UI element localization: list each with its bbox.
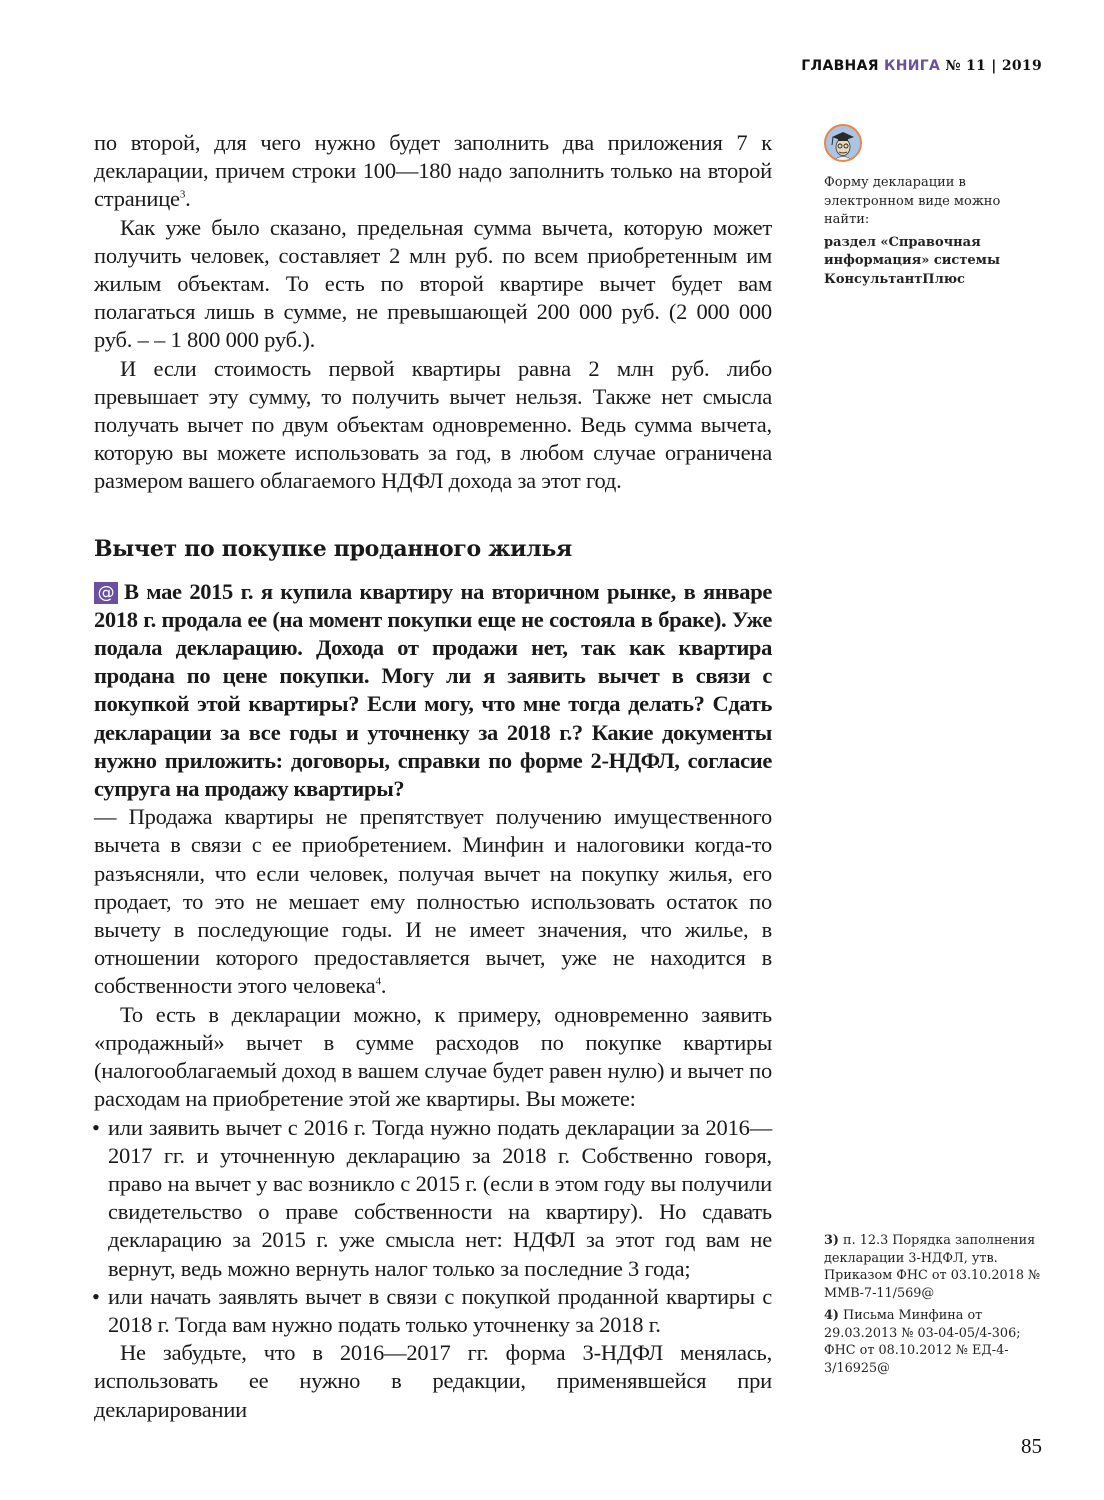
list-item: • или начать заявлять вычет в связи с покупкой проданной квартиры с 2018 г. Тогда вам нужно подать только уточненку за 2018 г. — [94, 1283, 772, 1339]
paragraph: То есть в декларации можно, к примеру, одновременно заявить «продажный» вычет в сумме расходов по покупке квартиры (налогооблагаемый доход в вашем случае будет равен нулю) и вычет по расходам на приобретение этой же квартиры. Вы можете: — [94, 1001, 772, 1112]
sidebar-note-source: раздел «Справочная информация» системы КонсультантПлюс — [824, 234, 1000, 287]
page-number: 85 — [1021, 1434, 1042, 1458]
section-heading: Вычет по покупке проданного жилья — [94, 535, 572, 562]
professor-avatar-icon — [824, 124, 862, 162]
paragraph: Не забудьте, что в 2016—2017 гг. форма 3-НДФЛ менялась, использовать ее нужно в редакции, применявшейся при декларировании — [94, 1340, 772, 1422]
footnote-3: 3) п. 12.3 Порядка заполнения декларации 3-НДФЛ, утв. Приказом ФНС от 03.10.2018 № ММВ-7-11/569@ — [824, 1233, 1041, 1301]
footnote-4: 4) Письма Минфина от 29.03.2013 № 03-04-05/4-306; ФНС от 08.10.2012 № ЕД-4-3/16925@ — [824, 1308, 1021, 1376]
running-head — [801, 58, 1042, 74]
footnote-ref[interactable]: 4 — [375, 975, 381, 988]
list-item: • или заявить вычет с 2016 г. Тогда нужно подать декларации за 2016—2017 гг. и уточненную декларацию за 2018 г. Собственно говоря, право на вычет у вас возникло с 2015 г. (если в этом году вы получили свидетельство о праве собственности на квартиру). Но сдавать декларацию за 2015 г. уже смысла нет: НДФЛ за этот год вам не вернут, ведь можно вернуть налог только за последние 3 года; — [94, 1114, 772, 1283]
main-column — [94, 129, 772, 1424]
sidebar-note — [824, 124, 1044, 289]
footnote-ref[interactable]: 3 — [179, 188, 186, 201]
reader-question: @ В мае 2015 г. я купила квартиру на вторичном рынке, в январе 2018 г. продала ее (на момент покупки еще не состояла в браке). Уже подала декларацию. Дохода от продажи нет, так как квартира продана по цене покупки. Могу ли я заявить вычет в связи с покупкой этой квартиры? Если могу, что мне тогда делать? Сдать декларации за все годы и уточненку за 2018 г.? Какие документы нужно приложить: договоры, справки по форме 2-НДФЛ, согласие супруга на продажу квартиры? — [94, 578, 772, 802]
email-at-icon: @ — [94, 582, 118, 604]
magazine-title-part2: КНИГА — [883, 58, 941, 74]
paragraph: Как уже было сказано, предельная сумма вычета, которую может получить человек, составляет 2 млн руб. по всем приобретенным им жилым объектам. То есть по второй квартире вычет будет вам полагаться лишь в сумме, не превышающей 200 000 руб. (2 000 000 руб. – – 1 800 000 руб.). — [94, 214, 772, 353]
answer-paragraph: — Продажа квартиры не препятствует получению имущественного вычета в связи с ее приобретением. Минфин и налоговики когда-то разъясняли, что если человек, получая вычет на покупку жилья, его продает, то это не мешает ему полностью использовать остаток по вычету в последующие годы. И не имеет значения, что жилье, в отношении которого предоставляется вычет, уже не находится в собственности этого человека$^4$. — [94, 804, 772, 999]
issue-number: № 11 | 2019 — [945, 58, 1042, 74]
sidebar-note-text: Форму декларации в электронном виде можно найти: — [824, 175, 1001, 227]
paragraph: И если стоимость первой квартиры равна 2 млн руб. либо превышает эту сумму, то получить вычет нельзя. Также нет смысла получать вычет по двум объектам одновременно. Ведь сумма вычета, которую вы можете использовать за год, в любом случае ограничена размером вашего облагаемого НДФЛ дохода за этот год. — [94, 355, 772, 494]
paragraph: по второй, для чего нужно будет заполнить два приложения 7 к декларации, причем строки 100—180 надо заполнить только на второй странице$^3$. — [94, 130, 772, 212]
magazine-title-part1: ГЛАВНАЯ — [801, 58, 879, 74]
options-list — [94, 1114, 772, 1340]
footnotes — [824, 1232, 1044, 1382]
